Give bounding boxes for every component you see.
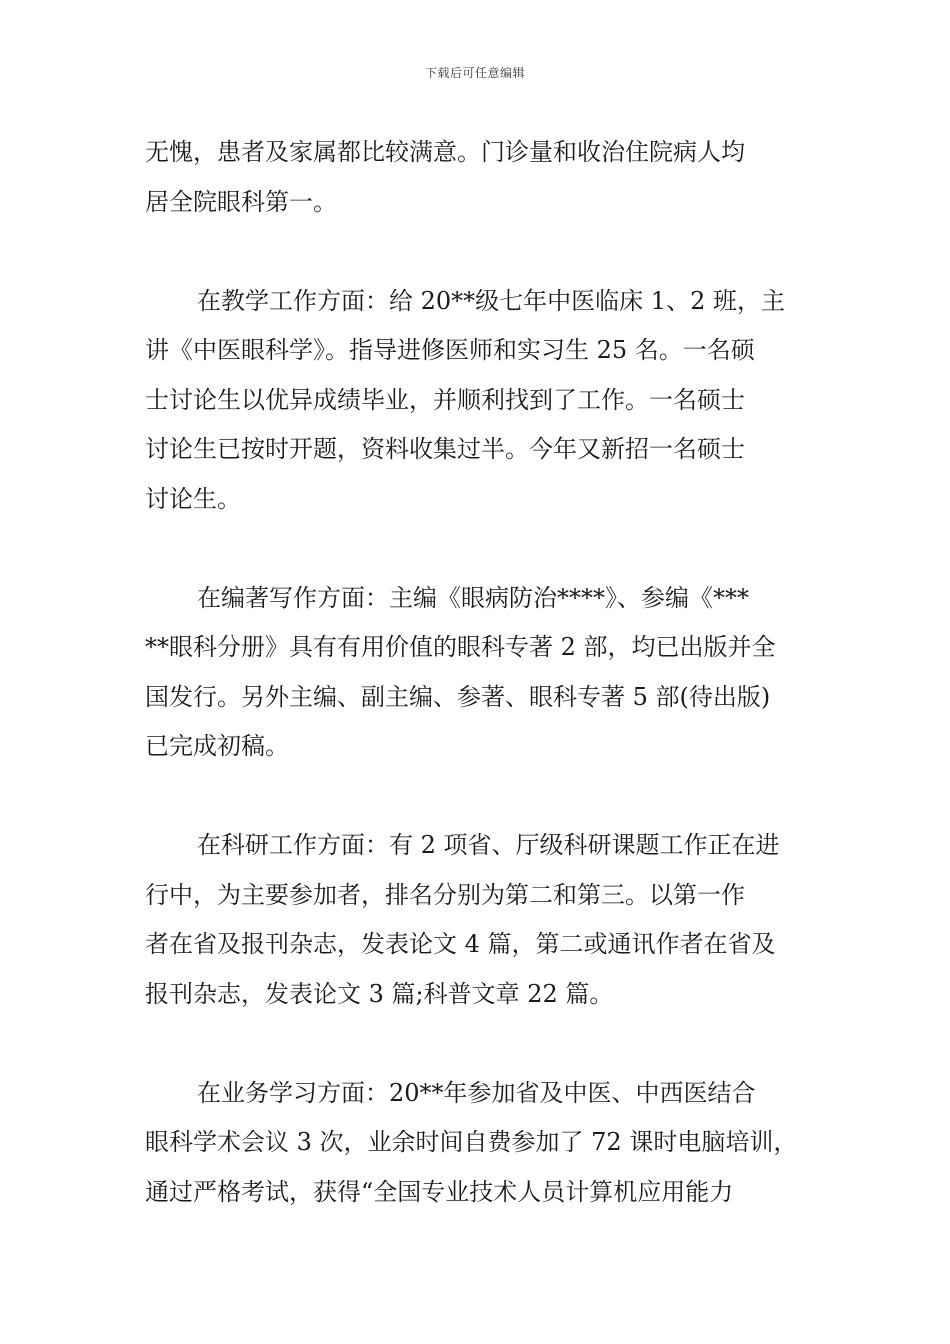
text-line: **眼科分册》具有有用价值的眼科专著 2 部，均已出版并全 [145, 633, 776, 661]
text-line: 在编著写作方面：主编《眼病防治****》、参编《*** [197, 583, 749, 612]
paragraph-study [145, 1069, 807, 1218]
paragraph-spacer [145, 1019, 807, 1069]
text-line: 在业务学习方面：20**年参加省及中医、中西医结合 [197, 1078, 756, 1107]
paragraph-teaching [145, 277, 807, 525]
document-body [145, 128, 807, 1217]
page-header: 下载后可任意编辑 [424, 66, 525, 80]
text-line: 居全院眼科第一。 [145, 187, 337, 216]
text-line: 讨论生已按时开题，资料收集过半。今年又新招一名硕士 [145, 435, 745, 463]
text-line: 在科研工作方面：有 2 项省、厅级科研课题工作正在进 [197, 831, 780, 859]
text-line: 通过严格考试，获得“全国专业技术人员计算机应用能力 [145, 1177, 734, 1206]
paragraph-spacer [145, 524, 807, 574]
text-line: 行中，为主要参加者，排名分别为第二和第三。以第一作 [145, 880, 745, 909]
paragraph-continuation [145, 128, 807, 227]
paragraph-writing [145, 574, 807, 772]
text-line: 无愧，患者及家属都比较满意。门诊量和收治住院病人均 [145, 138, 745, 166]
text-line: 国发行。另外主编、副主编、参著、眼科专著 5 部(待出版) [145, 682, 771, 711]
text-line: 讲《中医眼科学》。指导进修医师和实习生 25 名。一名硕 [145, 336, 755, 364]
text-line: 士讨论生以优异成绩毕业，并顺利找到了工作。一名硕士 [145, 385, 745, 414]
paragraph-spacer [145, 772, 807, 822]
paragraph-spacer [145, 227, 807, 277]
text-line: 在教学工作方面：给 20**级七年中医临床 1、2 班，主 [197, 286, 785, 315]
text-line: 眼科学术会议 3 次，业余时间自费参加了 72 课时电脑培训， [145, 1128, 798, 1156]
text-line: 者在省及报刊杂志，发表论文 4 篇，第二或通讯作者在省及 [145, 930, 776, 958]
text-line: 已完成初稿。 [145, 732, 289, 760]
text-line: 报刊杂志，发表论文 3 篇;科普文章 22 篇。 [145, 979, 614, 1008]
paragraph-research [145, 821, 807, 1019]
text-line: 讨论生。 [145, 484, 241, 513]
